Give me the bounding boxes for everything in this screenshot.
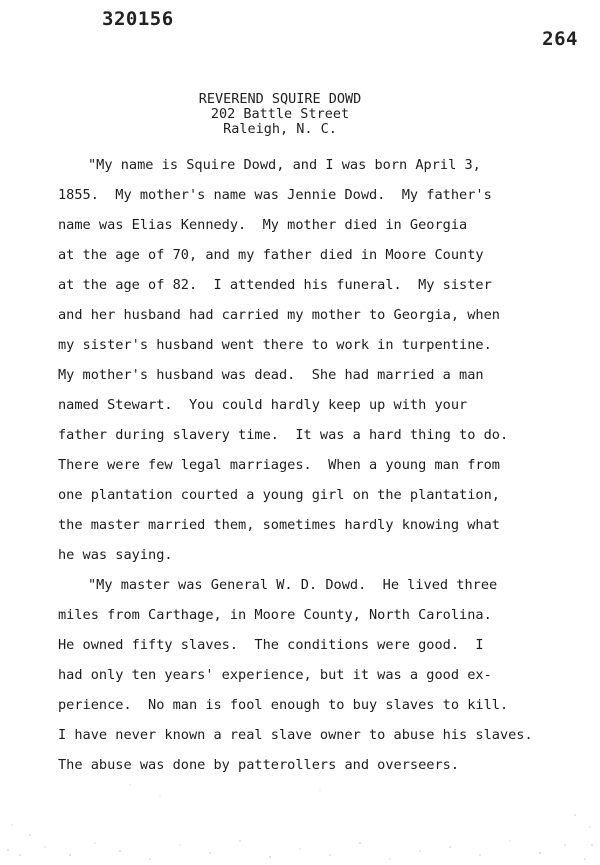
text-line: There were few legal marriages. When a young man from [58,457,500,473]
text-line: "My name is Squire Dowd, and I was born April 3, [88,157,481,173]
document-header [0,92,560,137]
text-line: the master married them, sometimes hardly knowing what [58,517,500,533]
page-number: 264 [542,28,578,50]
header-name: REVEREND SQUIRE DOWD [198,91,362,107]
text-line: My mother's husband was dead. She had married a man [58,367,484,383]
text-line: named Stewart. You could hardly keep up with your [58,397,468,413]
text-line: and her husband had carried my mother to Georgia, when [58,307,500,323]
text-line: miles from Carthage, in Moore County, North Carolina. [58,607,492,623]
text-line: he was saying. [58,547,173,563]
text-line: name was Elias Kennedy. My mother died in Georgia [58,217,468,233]
text-line: He owned fifty slaves. The conditions were good. I [58,637,484,653]
text-line: The abuse was done by patterollers and overseers. [58,757,460,773]
text-line: father during slavery time. It was a hard thing to do. [58,427,509,443]
text-line: had only ten years' experience, but it was a good ex- [58,667,492,683]
header-city: Raleigh, N. C. [223,121,337,137]
text-line: my sister's husband went there to work in turpentine. [58,337,492,353]
text-line: I have never known a real slave owner to abuse his slaves. [58,727,533,743]
text-line: perience. No man is fool enough to buy slaves to kill. [58,697,509,713]
header-street: 202 Battle Street [210,106,350,122]
text-line: at the age of 70, and my father died in Moore County [58,247,484,263]
document-number: 320156 [102,8,174,30]
text-line: one plantation courted a young girl on the plantation, [58,487,500,503]
text-line: "My master was General W. D. Dowd. He lived three [88,577,498,593]
text-line: 1855. My mother's name was Jennie Dowd. My father's [58,187,492,203]
text-line: at the age of 82. I attended his funeral. My sister [58,277,492,293]
